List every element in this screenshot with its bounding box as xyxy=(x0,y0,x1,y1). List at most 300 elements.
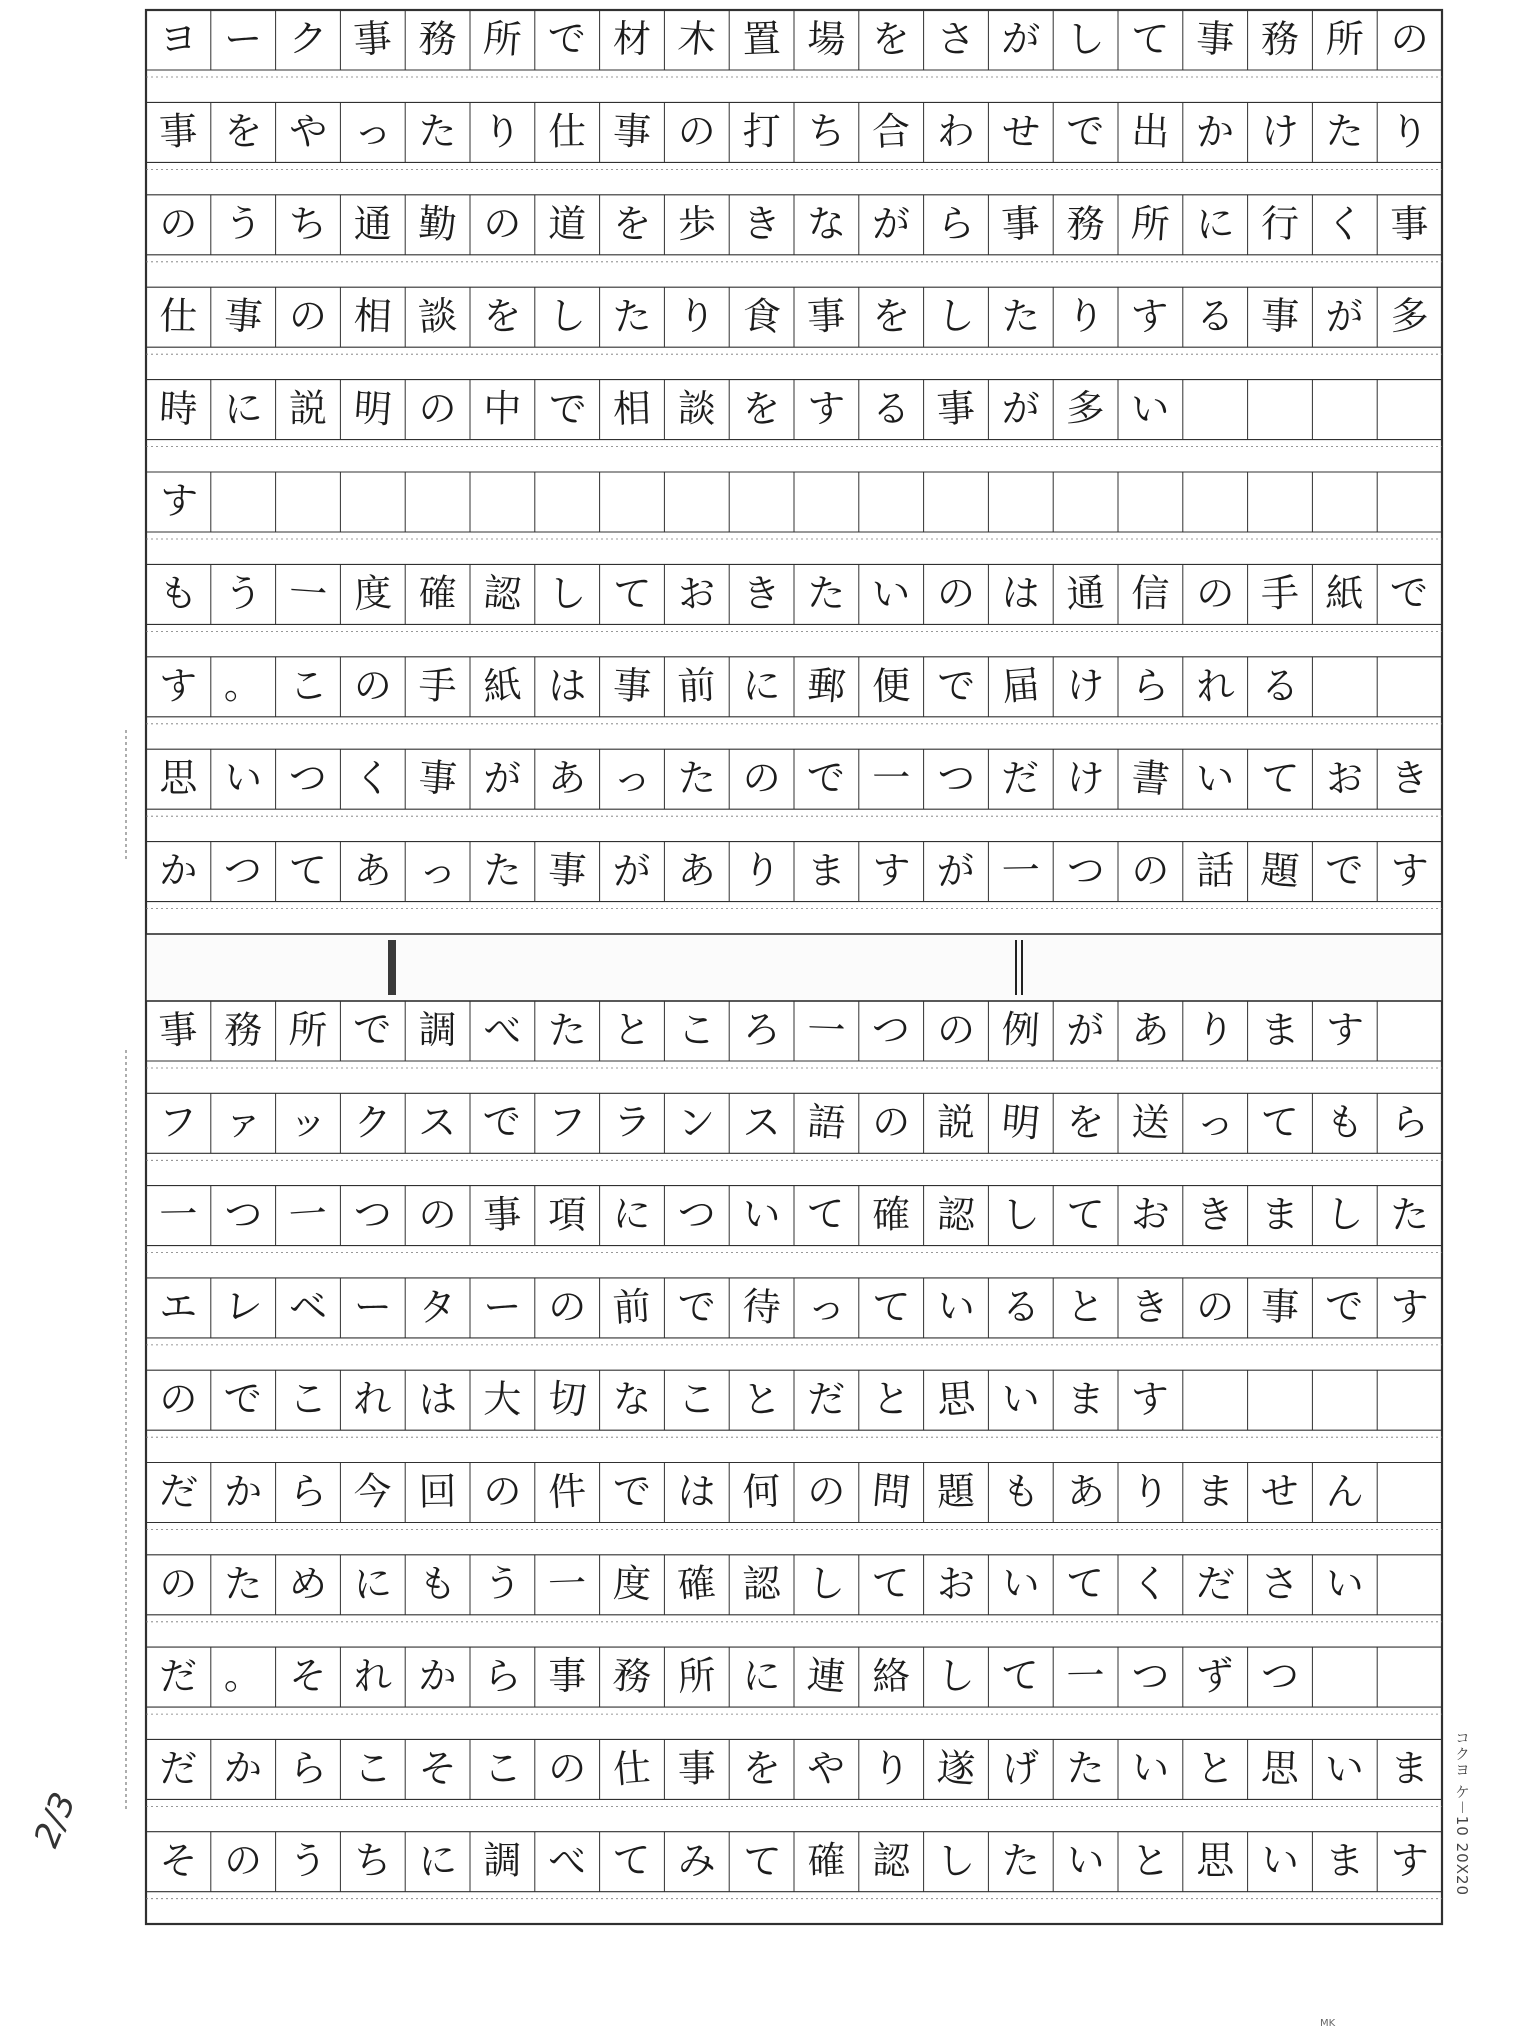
upper-char: の xyxy=(676,108,718,155)
lower-char: 調 xyxy=(483,1838,522,1883)
upper-char: だ xyxy=(1000,755,1041,802)
lower-char: そ xyxy=(158,1838,199,1884)
upper-char: い xyxy=(1130,385,1171,432)
upper-char: く xyxy=(1324,200,1366,248)
upper-char: 多 xyxy=(1065,385,1107,432)
lower-char: ら xyxy=(481,1652,523,1700)
upper-char: 明 xyxy=(352,385,394,432)
lower-char: 事 xyxy=(1259,1283,1301,1330)
lower-char: て xyxy=(999,1652,1042,1700)
lower-char: ず xyxy=(1194,1652,1236,1700)
upper-char: お xyxy=(1323,754,1366,802)
upper-char: あ xyxy=(352,847,393,894)
lower-char: て xyxy=(1066,1192,1105,1237)
lower-char: が xyxy=(1065,1006,1107,1054)
upper-char: 勤 xyxy=(417,200,459,248)
lower-char: の xyxy=(157,1560,199,1608)
upper-char: 多 xyxy=(1390,294,1429,339)
upper-char: 紙 xyxy=(481,662,523,710)
upper-char: 置 xyxy=(741,16,782,62)
lower-char: も xyxy=(1324,1099,1365,1146)
lower-char: ま xyxy=(1324,1837,1365,1884)
upper-char: 時 xyxy=(158,385,199,432)
upper-char: 題 xyxy=(1259,847,1301,894)
lower-char: 回 xyxy=(418,1469,457,1514)
lower-char: ん xyxy=(1325,1469,1364,1514)
lower-char: に xyxy=(417,1837,459,1884)
upper-char: の xyxy=(353,663,393,709)
upper-char: し xyxy=(1065,15,1107,63)
lower-char: だ xyxy=(158,1653,199,1699)
upper-char: 度 xyxy=(352,570,393,617)
lower-char: 絡 xyxy=(871,1653,911,1699)
lower-char: を xyxy=(1065,1099,1106,1145)
lower-char: で xyxy=(222,1375,264,1423)
upper-char: 務 xyxy=(1066,201,1105,246)
upper-char: 談 xyxy=(416,292,459,340)
upper-char: は xyxy=(1000,570,1042,617)
upper-char: 所 xyxy=(1129,200,1171,248)
upper-char: を xyxy=(482,293,522,339)
lower-char: 事 xyxy=(482,1191,523,1238)
lower-char: し xyxy=(936,1653,976,1699)
lower-char: で xyxy=(1324,1283,1366,1331)
lower-char: げ xyxy=(1000,1745,1041,1792)
lower-char: レ xyxy=(222,1283,265,1331)
lower-char: つ xyxy=(223,1191,264,1238)
upper-char: つ xyxy=(1065,847,1106,894)
upper-char: り xyxy=(1389,108,1431,155)
upper-char: 事 xyxy=(416,754,459,802)
lower-char: 事 xyxy=(157,1006,200,1054)
lower-char: べ xyxy=(546,1837,588,1884)
lower-char: 所 xyxy=(676,1653,717,1700)
upper-char: た xyxy=(677,755,717,801)
upper-char: が xyxy=(935,847,977,895)
lower-char: た xyxy=(1066,1746,1106,1791)
upper-char: 郵 xyxy=(805,662,848,710)
upper-char: の xyxy=(158,201,198,247)
lower-char: で xyxy=(352,1006,394,1054)
lower-char: お xyxy=(936,1561,976,1606)
lower-char: タ xyxy=(416,1283,459,1331)
lower-char: の xyxy=(417,1191,459,1238)
upper-char: の xyxy=(288,293,328,339)
lower-char: で xyxy=(481,1098,524,1146)
upper-char: け xyxy=(1260,109,1300,154)
upper-char: 仕 xyxy=(159,293,198,339)
lower-char: う xyxy=(481,1560,524,1608)
lower-char: 一 xyxy=(287,1191,329,1238)
upper-char: で xyxy=(1324,847,1365,894)
paper-product-code: コクヨ ケ－10 20X20 xyxy=(1453,1730,1471,1897)
upper-char: て xyxy=(288,848,328,893)
upper-char: を xyxy=(223,109,263,154)
upper-char: た xyxy=(483,848,522,893)
upper-char: て xyxy=(1131,17,1170,61)
lower-char: そ xyxy=(287,1652,329,1700)
lower-char: は xyxy=(417,1376,458,1423)
upper-char: 説 xyxy=(288,386,328,431)
lower-char: 切 xyxy=(546,1375,589,1423)
upper-char: き xyxy=(742,571,781,616)
lower-char: み xyxy=(677,1838,717,1884)
upper-char: 通 xyxy=(1065,570,1106,617)
lower-char: の xyxy=(547,1745,587,1792)
upper-char: つ xyxy=(935,754,977,802)
lower-char: れ xyxy=(353,1653,393,1699)
upper-char: が xyxy=(1000,16,1041,62)
lower-char: 項 xyxy=(547,1192,587,1237)
upper-char: 行 xyxy=(1260,201,1300,247)
lower-char: て xyxy=(805,1191,848,1239)
upper-char: つ xyxy=(222,847,264,895)
upper-char: ヨ xyxy=(157,15,200,63)
upper-char: が xyxy=(611,847,653,894)
upper-char: で xyxy=(1065,108,1106,155)
lower-char: ら xyxy=(287,1745,329,1792)
lower-char: ま xyxy=(1259,1007,1301,1053)
upper-char: 事 xyxy=(1259,293,1301,340)
upper-char: 務 xyxy=(418,17,457,61)
lower-char: あ xyxy=(1131,1008,1170,1052)
upper-char: け xyxy=(1066,663,1105,709)
upper-char: あ xyxy=(547,755,587,801)
corner-mark: MK xyxy=(1320,2018,1336,2029)
lower-char: の xyxy=(222,1837,264,1885)
upper-char: 信 xyxy=(1131,571,1170,616)
upper-char: り xyxy=(740,847,783,895)
lower-char: た xyxy=(1001,1838,1041,1884)
lower-char: し xyxy=(806,1560,847,1607)
lower-char: ち xyxy=(352,1837,393,1884)
upper-char: の xyxy=(741,755,782,802)
lower-char: を xyxy=(741,1745,782,1792)
upper-char: 話 xyxy=(1196,848,1235,893)
lower-char: 思 xyxy=(1196,1838,1235,1883)
lower-char: お xyxy=(1129,1191,1171,1238)
upper-char: が xyxy=(871,201,911,247)
upper-char: た xyxy=(806,570,847,617)
lower-char: も xyxy=(1001,1468,1041,1515)
lower-char: い xyxy=(1065,1837,1106,1884)
lower-char: の xyxy=(158,1376,199,1423)
lower-char: の xyxy=(482,1468,523,1515)
upper-char: 事 xyxy=(611,108,653,155)
upper-char: 仕 xyxy=(547,109,587,154)
lower-char: ッ xyxy=(287,1098,329,1146)
upper-char: 合 xyxy=(871,108,912,155)
lower-char: 一 xyxy=(1066,1653,1105,1699)
upper-char: ー xyxy=(223,16,263,62)
upper-char: 場 xyxy=(806,16,847,62)
upper-char: で xyxy=(547,16,588,62)
lower-char: い xyxy=(1259,1837,1301,1884)
upper-char: の xyxy=(417,385,458,432)
upper-char: を xyxy=(871,293,911,339)
lower-char: と xyxy=(871,1376,912,1423)
lower-char: な xyxy=(612,1376,652,1422)
lower-char: た xyxy=(547,1007,588,1053)
lower-char: 認 xyxy=(935,1191,977,1238)
lower-char: た xyxy=(1389,1191,1430,1238)
upper-char: っ xyxy=(417,847,459,894)
upper-char: た xyxy=(1001,293,1041,339)
upper-char: で xyxy=(546,385,589,433)
upper-char: 所 xyxy=(481,15,523,63)
lower-char: 認 xyxy=(871,1838,911,1884)
lower-char: 送 xyxy=(1130,1099,1171,1145)
lower-char: し xyxy=(1000,1191,1042,1238)
upper-char: の xyxy=(936,571,976,616)
upper-char: か xyxy=(158,847,199,894)
lower-char: だ xyxy=(159,1746,198,1791)
lower-char: に xyxy=(352,1560,393,1607)
upper-char: っ xyxy=(611,754,653,802)
lower-char: さ xyxy=(1260,1561,1300,1607)
upper-char: り xyxy=(1065,293,1106,339)
lower-char: て xyxy=(871,1284,911,1330)
upper-char: 中 xyxy=(483,386,522,431)
lower-char: す xyxy=(1325,1007,1365,1053)
lower-char: 。 xyxy=(223,1653,263,1699)
lower-char: こ xyxy=(677,1376,717,1422)
upper-char: 出 xyxy=(1130,108,1171,155)
upper-char: が xyxy=(1001,386,1040,431)
lower-char: の xyxy=(1195,1284,1235,1330)
upper-char: 事 xyxy=(1194,15,1236,63)
upper-char: を xyxy=(870,15,912,63)
upper-char: 談 xyxy=(677,385,717,432)
lower-char: と xyxy=(1195,1745,1235,1792)
lower-char: 一 xyxy=(547,1561,587,1607)
lower-char: フ xyxy=(158,1099,199,1146)
lower-char: ラ xyxy=(611,1099,653,1146)
lower-char: で xyxy=(612,1469,652,1514)
upper-char: 事 xyxy=(935,385,977,432)
lower-char: 調 xyxy=(418,1008,457,1052)
lower-char: め xyxy=(287,1560,329,1608)
upper-char: 手 xyxy=(417,662,458,709)
upper-char: た xyxy=(417,108,458,155)
upper-char: れ xyxy=(1194,662,1236,710)
upper-char: ら xyxy=(935,200,977,247)
upper-char: て xyxy=(1260,755,1300,801)
upper-char: り xyxy=(677,294,716,339)
upper-char: ま xyxy=(806,847,847,894)
upper-char: し xyxy=(547,293,588,340)
upper-char: き xyxy=(1390,755,1429,801)
upper-char: や xyxy=(287,107,329,155)
lower-char: 問 xyxy=(870,1467,913,1516)
lower-char: 題 xyxy=(936,1468,976,1515)
upper-char: が xyxy=(482,755,523,801)
upper-char: に xyxy=(1195,200,1236,247)
lower-char: す xyxy=(1390,1284,1429,1329)
lower-char: か xyxy=(417,1653,458,1700)
upper-char: さ xyxy=(936,16,976,62)
upper-char: 紙 xyxy=(1325,570,1365,617)
upper-char: こ xyxy=(287,662,329,710)
lower-char: い xyxy=(741,1191,782,1238)
upper-char: 食 xyxy=(741,292,783,340)
lower-char: こ xyxy=(288,1377,328,1422)
upper-char: 便 xyxy=(871,663,911,709)
lower-char: だ xyxy=(157,1467,200,1516)
lower-char: い xyxy=(1000,1560,1042,1608)
upper-char: す xyxy=(806,386,846,431)
lower-char: の xyxy=(807,1469,846,1514)
upper-char: の xyxy=(1388,15,1431,63)
upper-char: た xyxy=(1324,108,1365,155)
upper-char: 所 xyxy=(1325,16,1365,62)
upper-char: ち xyxy=(805,108,847,155)
upper-char: 事 xyxy=(546,847,588,894)
upper-char: て xyxy=(612,570,652,617)
lower-char: て xyxy=(870,1560,912,1608)
lower-char: の xyxy=(936,1007,976,1053)
upper-char: 一 xyxy=(872,756,911,801)
lower-char: も xyxy=(418,1561,458,1607)
lower-char: 思 xyxy=(1260,1745,1300,1792)
upper-char: 一 xyxy=(1001,848,1041,893)
upper-char: し xyxy=(935,292,977,340)
upper-char: る xyxy=(1260,663,1300,708)
lower-char: 所 xyxy=(287,1007,329,1053)
upper-char: 歩 xyxy=(677,201,717,247)
upper-char: 手 xyxy=(1260,570,1300,617)
lower-char: 一 xyxy=(806,1007,847,1053)
upper-char: 木 xyxy=(676,15,718,63)
lower-char: つ xyxy=(353,1192,392,1237)
lower-char: ー xyxy=(353,1284,393,1330)
upper-char: く xyxy=(353,755,393,801)
lower-char: せ xyxy=(1259,1468,1301,1515)
upper-char: 道 xyxy=(547,201,587,247)
upper-char: お xyxy=(675,569,718,617)
lower-char: つ xyxy=(1260,1654,1300,1699)
lower-char: う xyxy=(288,1838,328,1884)
upper-char: っ xyxy=(353,108,393,155)
lower-char: っ xyxy=(806,1283,847,1330)
upper-char: い xyxy=(870,570,912,617)
upper-char: の xyxy=(1129,847,1171,894)
lower-char: つ xyxy=(870,1006,912,1054)
lower-char: 前 xyxy=(611,1283,653,1331)
center-gutter xyxy=(146,934,1442,1001)
lower-char: ー xyxy=(482,1284,522,1330)
upper-char: い xyxy=(1195,755,1235,801)
lower-char: と xyxy=(1065,1284,1106,1330)
lower-char: い xyxy=(935,1283,977,1331)
lower-char: ァ xyxy=(223,1099,263,1145)
upper-char: 打 xyxy=(742,109,781,154)
lower-char: ろ xyxy=(741,1007,782,1053)
lower-char: 明 xyxy=(1000,1098,1042,1146)
lower-char: 務 xyxy=(223,1007,263,1053)
gutter-mark-left xyxy=(388,940,396,995)
lower-char: て xyxy=(740,1837,783,1885)
upper-char: で xyxy=(805,754,847,802)
lower-char: や xyxy=(805,1745,847,1792)
upper-char: 相 xyxy=(612,385,652,432)
lower-char: の xyxy=(871,1099,912,1146)
lower-char: ま xyxy=(1065,1375,1107,1423)
lower-char: く xyxy=(1131,1561,1170,1607)
lower-char: 確 xyxy=(871,1192,911,1237)
lower-char: ま xyxy=(1260,1192,1300,1237)
upper-char: 材 xyxy=(612,16,652,62)
lower-char: 大 xyxy=(483,1376,522,1422)
lower-char: れ xyxy=(352,1375,394,1423)
lower-char: 今 xyxy=(351,1467,394,1516)
lower-char: あ xyxy=(1064,1467,1107,1516)
lower-char: た xyxy=(224,1561,263,1606)
lower-char: は xyxy=(676,1468,718,1515)
lower-char: の xyxy=(547,1283,588,1330)
lower-char: し xyxy=(1324,1191,1366,1239)
upper-char: う xyxy=(224,571,263,616)
upper-char: 一 xyxy=(287,570,329,617)
lower-char: フ xyxy=(547,1099,587,1145)
upper-char: 届 xyxy=(999,662,1042,710)
lower-char: て xyxy=(611,1837,653,1884)
upper-char: に xyxy=(222,385,264,432)
lower-char: か xyxy=(223,1468,263,1515)
upper-char: 事 xyxy=(611,662,653,710)
upper-char: な xyxy=(805,200,848,248)
lower-char: き xyxy=(1195,1191,1236,1238)
upper-char: 認 xyxy=(481,569,524,617)
lower-char: で xyxy=(677,1284,716,1329)
lower-char: と xyxy=(1129,1837,1171,1884)
lower-char: 事 xyxy=(548,1654,587,1699)
upper-char: ク xyxy=(287,16,329,62)
lower-char: ン xyxy=(676,1099,718,1146)
upper-char: も xyxy=(157,570,199,617)
upper-char: に xyxy=(742,663,782,709)
lower-char: だ xyxy=(1194,1560,1237,1608)
lower-char: と xyxy=(612,1007,652,1053)
upper-char: 確 xyxy=(418,571,458,616)
lower-char: り xyxy=(872,1746,911,1791)
upper-char: 通 xyxy=(353,201,392,246)
upper-char: 前 xyxy=(676,662,717,709)
lower-char: 遂 xyxy=(935,1745,977,1792)
lower-char: と xyxy=(740,1375,783,1423)
lower-char: 確 xyxy=(806,1838,847,1884)
upper-char: 思 xyxy=(159,756,198,801)
lower-char: 語 xyxy=(805,1099,847,1146)
upper-char: い xyxy=(222,754,264,802)
upper-char: す xyxy=(871,847,911,894)
upper-char: う xyxy=(223,200,264,247)
lower-char: つ xyxy=(677,1191,717,1238)
upper-char: る xyxy=(1195,293,1235,339)
lower-char: 務 xyxy=(611,1652,653,1700)
lower-char: エ xyxy=(159,1284,198,1330)
upper-char: す xyxy=(157,477,200,525)
lower-char: ク xyxy=(353,1099,393,1145)
lower-char: ス xyxy=(417,1099,458,1145)
upper-char: 事 xyxy=(158,108,199,155)
lower-char: 思 xyxy=(935,1375,977,1423)
upper-char: で xyxy=(936,663,976,709)
upper-char: は xyxy=(548,663,587,708)
lower-char: に xyxy=(611,1191,653,1239)
lower-char: り xyxy=(1194,1006,1236,1054)
upper-char: す xyxy=(1390,848,1430,893)
